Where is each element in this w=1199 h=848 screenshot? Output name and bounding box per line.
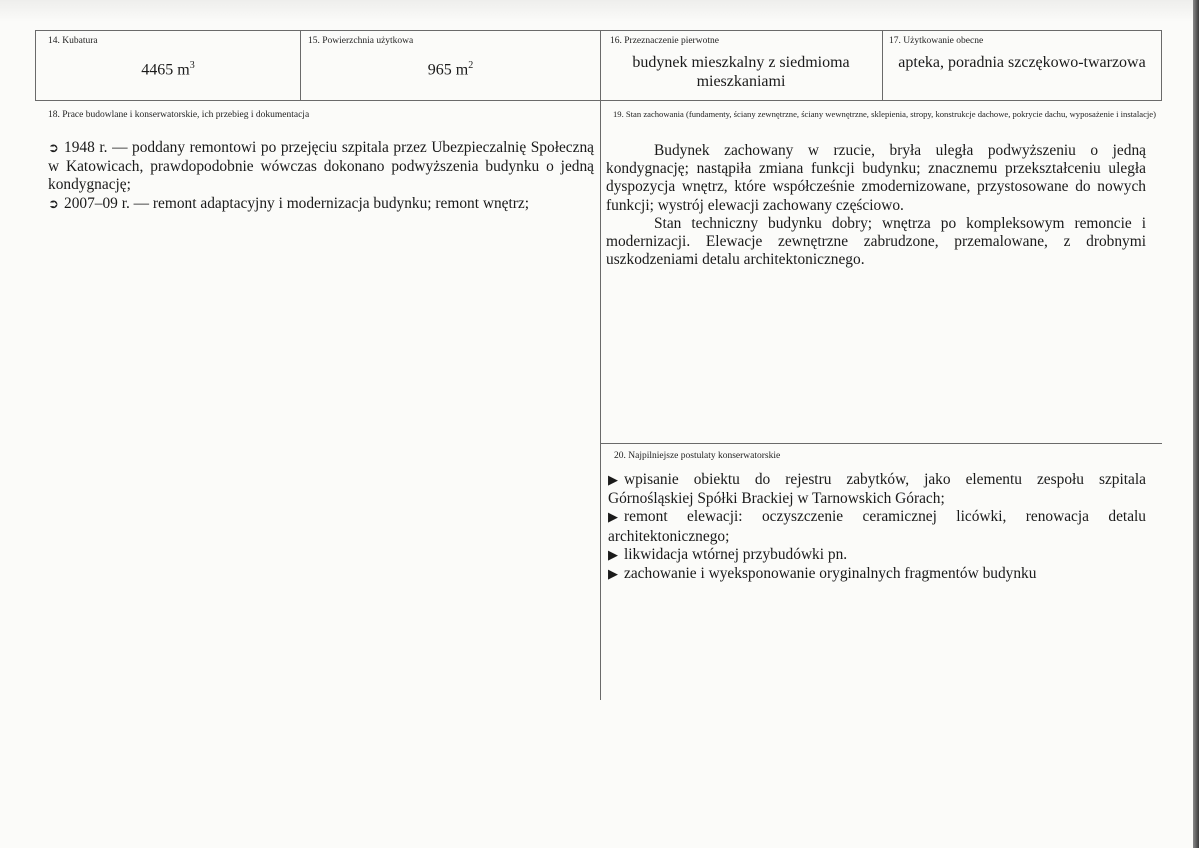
field-17-label: 17. Użytkowanie obecne [889, 36, 984, 46]
triangle-bullet-icon: ▶ [608, 510, 618, 526]
rule-section20-top [600, 443, 1162, 444]
field-15-label: 15. Powierzchnia użytkowa [308, 36, 414, 46]
field-14-exponent: 3 [189, 60, 195, 71]
scan-right-edge [1193, 0, 1199, 848]
scan-top-edge [0, 0, 1193, 22]
paragraph: Budynek zachowany w rzucie, bryła uległa podwyższeniu o jedną kondygnację; nastąpiła zmiana funkcji budynku; znacznemu przekształceniu uległa dyspozycja wnętrz, które współcześnie zmodernizowane, przystosowane do nowych funkcji; wystrój elewacji zachowany częściowo. [606, 142, 1146, 214]
list-item-text: wpisanie obiektu do rejestru zabytków, jako elementu zespołu szpitala Górnośląskiej Spółki Brackiej w Tarnowskich Górach; [608, 471, 1146, 508]
list-item-text: remont elewacji: oczyszczenie ceramicznej licówki, renowacja detalu architektonicznego; [608, 508, 1146, 545]
list-item-text: zachowanie i wyeksponowanie oryginalnych fragmentów budynku [624, 565, 1037, 583]
list-item-text: 1948 r. — poddany remontowi po przejęciu szpitala przez Ubezpieczalnię Społeczną w Katowicach, prawdopodobnie wówczas dokonano podwyższenia budynku o jedną kondygnację; [48, 139, 594, 194]
field-18-label: 18. Prace budowlane i konserwatorskie, ich przebieg i dokumentacja [48, 110, 310, 120]
list-item [608, 546, 1146, 565]
list-item [608, 508, 1146, 545]
paragraph: Stan techniczny budynku dobry; wnętrza po kompleksowym remoncie i modernizacji. Elewacje zewnętrzne zabrudzone, przemalowane, z drobnymi uszkodzeniami detalu architektonicznego. [606, 214, 1146, 269]
field-14-label: 14. Kubatura [48, 36, 98, 46]
list-item [48, 139, 594, 195]
list-item [608, 471, 1146, 508]
triangle-bullet-icon: ▶ [608, 567, 618, 583]
field-17-value: apteka, poradnia szczękowo-twarzowa [898, 54, 1146, 71]
field-16-value: budynek mieszkalny z siedmioma mieszkaniami [632, 54, 850, 90]
field-19-text [606, 142, 1146, 269]
field-20-label: 20. Najpilniejsze postulaty konserwatorskie [614, 451, 781, 461]
field-20-list [608, 471, 1146, 584]
field-15-value [301, 56, 600, 79]
curved-arrow-icon: ➲ [48, 141, 59, 156]
list-item-text: 2007–09 r. — remont adaptacyjny i modernizacja budynku; remont wnętrz; [64, 194, 530, 212]
triangle-bullet-icon: ▶ [608, 473, 618, 488]
rule-row1-bottom [35, 100, 1162, 101]
list-item [48, 195, 594, 214]
list-item [608, 565, 1146, 584]
divider-right-edge [1161, 30, 1162, 100]
list-item-text: likwidacja wtórnej przybudówki pn. [624, 545, 848, 563]
rule-top [35, 30, 1162, 31]
field-14-number: 4465 m [141, 61, 190, 79]
field-14-value [36, 56, 300, 79]
curved-arrow-icon: ➲ [48, 196, 59, 212]
field-16-label: 16. Przeznaczenie pierwotne [610, 36, 719, 46]
field-15-exponent: 2 [468, 60, 474, 71]
field-18-list [48, 139, 594, 214]
triangle-bullet-icon: ▶ [608, 547, 618, 563]
divider-middle [600, 30, 601, 700]
field-19-label: 19. Stan zachowania (fundamenty, ściany zewnętrzne, ściany wewnętrzne, sklepienia, stropy, konstrukcje dachowe, pokrycie dachu, wyposażenie i instalacje) [613, 109, 1156, 119]
field-15-number: 965 m [427, 61, 469, 79]
